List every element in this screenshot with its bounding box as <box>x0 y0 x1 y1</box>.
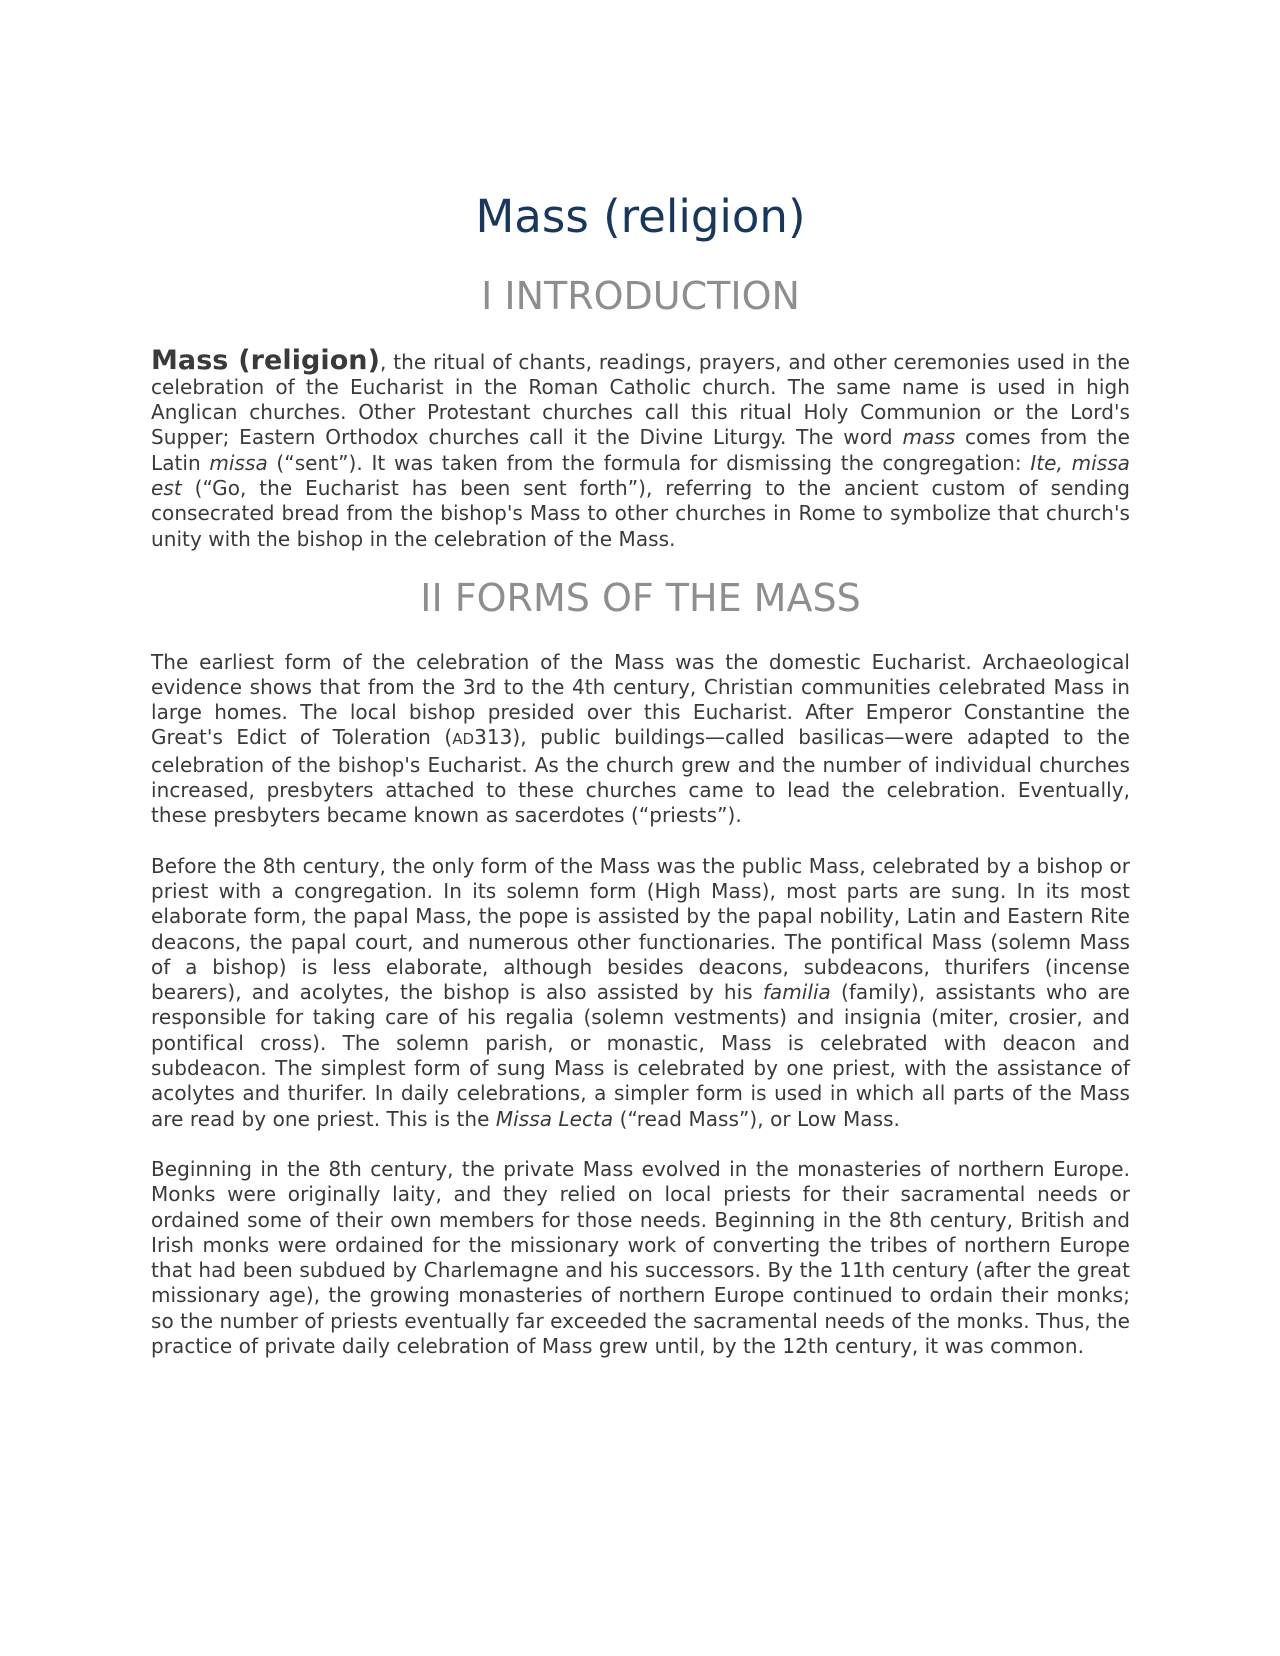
italic-term: Ite, missa est <box>151 450 1130 501</box>
italic-term: missa <box>209 450 268 475</box>
paragraph-forms-1 <box>151 650 1130 829</box>
text-run: comes from the Latin <box>151 425 1130 475</box>
italic-term: Missa Lecta <box>495 1106 614 1131</box>
small-caps-era: AD <box>452 730 475 749</box>
text-run: (“read Mass”), or Low Mass. <box>613 1106 900 1131</box>
paragraph-introduction <box>151 344 1130 552</box>
lead-term: Mass (religion) <box>151 344 380 376</box>
paragraph-forms-3 <box>151 1157 1130 1359</box>
text-run: (“sent”). It was taken from the formula for dismissing the congregation: <box>267 450 1031 475</box>
text-run: (family), assistants who are responsible for taking care of his regalia (solemn vestments) and insignia (miter, crosier, and pontifical cross). The solemn parish, or monastic, Mass is celebrated with deacon and subdeacon. The simplest form of sung Mass is celebrated by one priest, with the assistance of acolytes and thurifer. In daily celebrations, a simpler form is used in which all parts of the Mass are read by one priest. This is the <box>151 980 1130 1131</box>
paragraph-forms-2 <box>151 854 1130 1132</box>
document-page <box>151 190 1130 1359</box>
section-heading-forms-of-the-mass: II FORMS OF THE MASS <box>420 575 861 620</box>
text-run: The earliest form of the celebration of the Mass was the domestic Eucharist. Archaeological evidence shows that from the 3rd to the 4th century, Christian communities celebrated Mass in large homes. The local bishop presided over this Eucharist. After Emperor Constantine the Great's Edict of Toleration ( <box>151 649 1130 750</box>
italic-term: familia <box>762 980 831 1005</box>
document-title: Mass (religion) <box>475 190 806 243</box>
section-heading-introduction: I INTRODUCTION <box>481 274 800 318</box>
text-run: , the ritual of chants, readings, prayers, and other ceremonies used in the celebration of the Eucharist in the Roman Catholic church. The same name is used in high Anglican churches. Other Protestant churches call this ritual Holy Communion or the Lord's Supper; Eastern Orthodox churches call it the Divine Liturgy. The word <box>151 349 1130 450</box>
text-run: Before the 8th century, the only form of the Mass was the public Mass, celebrated by a bishop or priest with a congregation. In its solemn form (High Mass), most parts are sung. In its most elaborate form, the papal Mass, the pope is assisted by the papal nobility, Latin and Eastern Rite deacons, the papal court, and numerous other functionaries. The pontifical Mass (solemn Mass of a bishop) is less elaborate, although besides deacons, subdeacons, thurifers (incense bearers), and acolytes, the bishop is also assisted by his <box>151 853 1130 1005</box>
text-run: 313), public buildings—called basilicas—were adapted to the celebration of the bishop's Eucharist. As the church grew and the number of individual churches increased, presbyters attached to these churches came to lead the celebration. Eventually, these presbyters became known as sacerdotes (“priests”). <box>151 725 1130 828</box>
italic-term: mass <box>902 425 956 450</box>
text-run: Beginning in the 8th century, the private Mass evolved in the monasteries of northern Europe. Monks were originally laity, and they relied on local priests for their sacramental needs or ordained some of their own members for those needs. Beginning in the 8th century, British and Irish monks were ordained for the missionary work of converting the tribes of northern Europe that had been subdued by Charlemagne and his successors. By the 11th century (after the great missionary age), the growing monasteries of northern Europe continued to ordain their monks; so the number of priests eventually far exceeded the sacramental needs of the monks. Thus, the practice of private daily celebration of Mass grew until, by the 12th century, it was common. <box>151 1156 1130 1358</box>
text-run: (“Go, the Eucharist has been sent forth”), referring to the ancient custom of sending consecrated bread from the bishop's Mass to other churches in Rome to symbolize that church's unity with the bishop in the celebration of the Mass. <box>151 476 1130 551</box>
